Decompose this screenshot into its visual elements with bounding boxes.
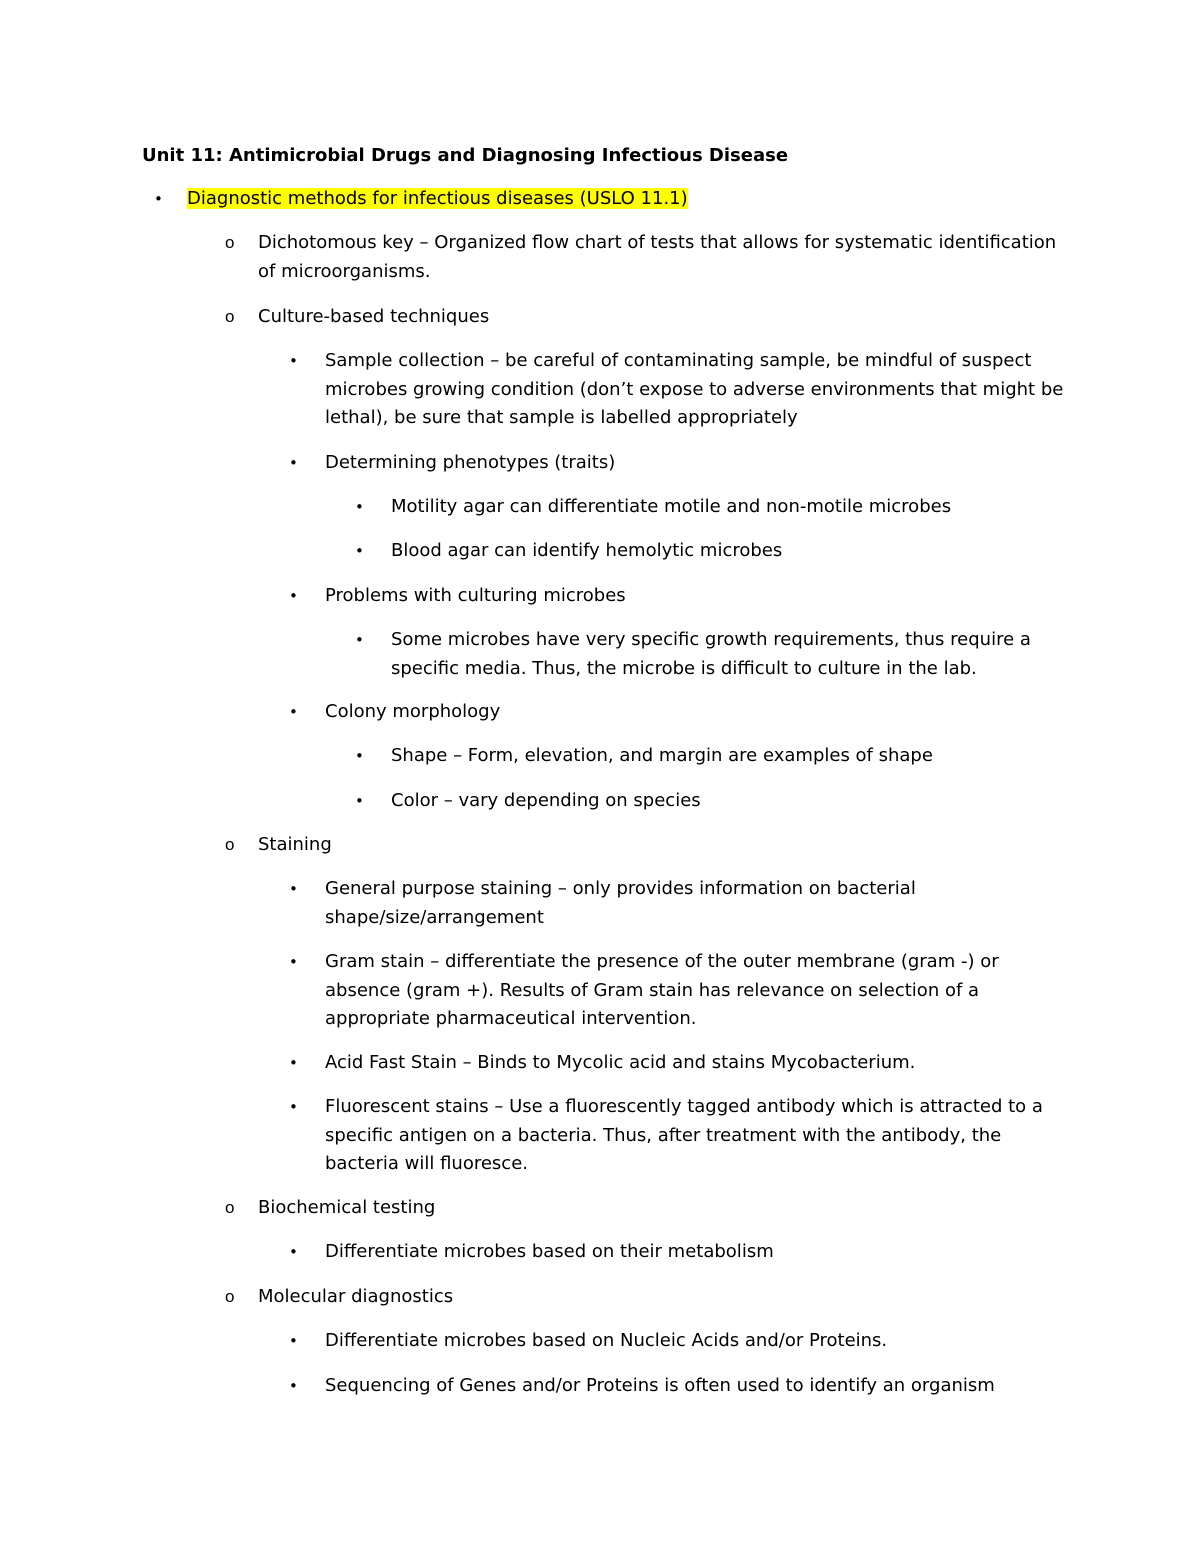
list-item-biochemical-testing [225, 1194, 1065, 1223]
list-item-problems-culturing [289, 582, 1069, 611]
list-item-determining-phenotypes [289, 449, 1069, 478]
bullet-icon: • [289, 1332, 298, 1350]
bullet-icon: • [355, 542, 364, 560]
list-item-text: Problems with culturing microbes [325, 585, 626, 606]
circle-bullet-icon: o [225, 307, 235, 326]
bullet-icon: • [289, 880, 298, 898]
list-item-molecular-diagnostics [225, 1283, 1065, 1312]
list-item-text: Dichotomous key – Organized flow chart of tests that allows for systematic identification of microorganisms. [258, 232, 1057, 282]
list-item-blood-agar [355, 537, 1065, 566]
list-item-sequencing [289, 1372, 1069, 1401]
bullet-icon: • [289, 1054, 298, 1072]
bullet-icon: • [289, 1098, 298, 1116]
list-item-general-purpose-staining [289, 875, 1069, 932]
list-item-metabolism [289, 1238, 1069, 1267]
list-item-staining [225, 831, 1065, 860]
list-item-text: Staining [258, 834, 332, 855]
bullet-icon: • [355, 631, 364, 649]
page-title: Unit 11: Antimicrobial Drugs and Diagnosing Infectious Disease [142, 145, 789, 166]
bullet-icon: • [289, 703, 298, 721]
list-item-gram-stain [289, 948, 1069, 1034]
list-item-text: Differentiate microbes based on Nucleic Acids and/or Proteins. [325, 1330, 888, 1351]
bullet-icon: • [289, 953, 298, 971]
list-item-diagnostic-methods [154, 185, 1074, 214]
list-item-text: Culture-based techniques [258, 306, 490, 327]
list-item-text: Blood agar can identify hemolytic microbes [391, 540, 783, 561]
list-item-color [355, 787, 1065, 816]
list-item-text: Differentiate microbes based on their metabolism [325, 1241, 774, 1262]
list-item-colony-morphology [289, 698, 1069, 727]
list-item-text: Colony morphology [325, 701, 501, 722]
bullet-icon: • [289, 1243, 298, 1261]
list-item-text: Some microbes have very specific growth requirements, thus require a specific media. Thus, the microbe is difficult to culture in the lab. [391, 629, 1031, 679]
list-item-text: Sample collection – be careful of contaminating sample, be mindful of suspect microbes growing condition (don’t expose to adverse environments that might be lethal), be sure that sample is labelled appropriately [325, 350, 1064, 428]
list-item-text: Sequencing of Genes and/or Proteins is often used to identify an organism [325, 1375, 995, 1396]
circle-bullet-icon: o [225, 835, 235, 854]
bullet-icon: • [355, 498, 364, 516]
circle-bullet-icon: o [225, 1287, 235, 1306]
bullet-icon: • [355, 747, 364, 765]
list-item-fluorescent-stains [289, 1093, 1069, 1179]
list-item-specific-growth [355, 626, 1065, 683]
list-item-acid-fast-stain [289, 1049, 1069, 1078]
list-item-text: Color – vary depending on species [391, 790, 701, 811]
list-item-text: Determining phenotypes (traits) [325, 452, 616, 473]
bullet-icon: • [289, 587, 298, 605]
list-item-motility-agar [355, 493, 1065, 522]
circle-bullet-icon: o [225, 233, 235, 252]
list-item-culture-based [225, 303, 1065, 332]
bullet-icon: • [289, 1377, 298, 1395]
bullet-icon: • [355, 792, 364, 810]
list-item-text: Gram stain – differentiate the presence of the outer membrane (gram -) or absence (gram +). Results of Gram stain has relevance on selection of a appropriate pharmaceutical intervention. [325, 951, 999, 1029]
list-item-nucleic-acids [289, 1327, 1069, 1356]
list-item-text: Molecular diagnostics [258, 1286, 454, 1307]
list-item-shape [355, 742, 1065, 771]
circle-bullet-icon: o [225, 1198, 235, 1217]
list-item-text: Fluorescent stains – Use a fluorescently tagged antibody which is attracted to a specific antigen on a bacteria. Thus, after treatment with the antibody, the bacteria will fluoresce. [325, 1096, 1043, 1174]
list-item-sample-collection [289, 347, 1069, 433]
bullet-icon: • [289, 352, 298, 370]
list-item-dichotomous-key [225, 229, 1065, 286]
highlighted-heading: Diagnostic methods for infectious diseases (USLO 11.1) [187, 188, 688, 209]
list-item-text: Motility agar can differentiate motile and non-motile microbes [391, 496, 952, 517]
list-item-text: Biochemical testing [258, 1197, 436, 1218]
list-item-text: Acid Fast Stain – Binds to Mycolic acid and stains Mycobacterium. [325, 1052, 916, 1073]
bullet-icon: • [289, 454, 298, 472]
list-item-text: Shape – Form, elevation, and margin are examples of shape [391, 745, 933, 766]
bullet-icon: • [154, 190, 163, 208]
list-item-text: General purpose staining – only provides information on bacterial shape/size/arrangement [325, 878, 916, 928]
